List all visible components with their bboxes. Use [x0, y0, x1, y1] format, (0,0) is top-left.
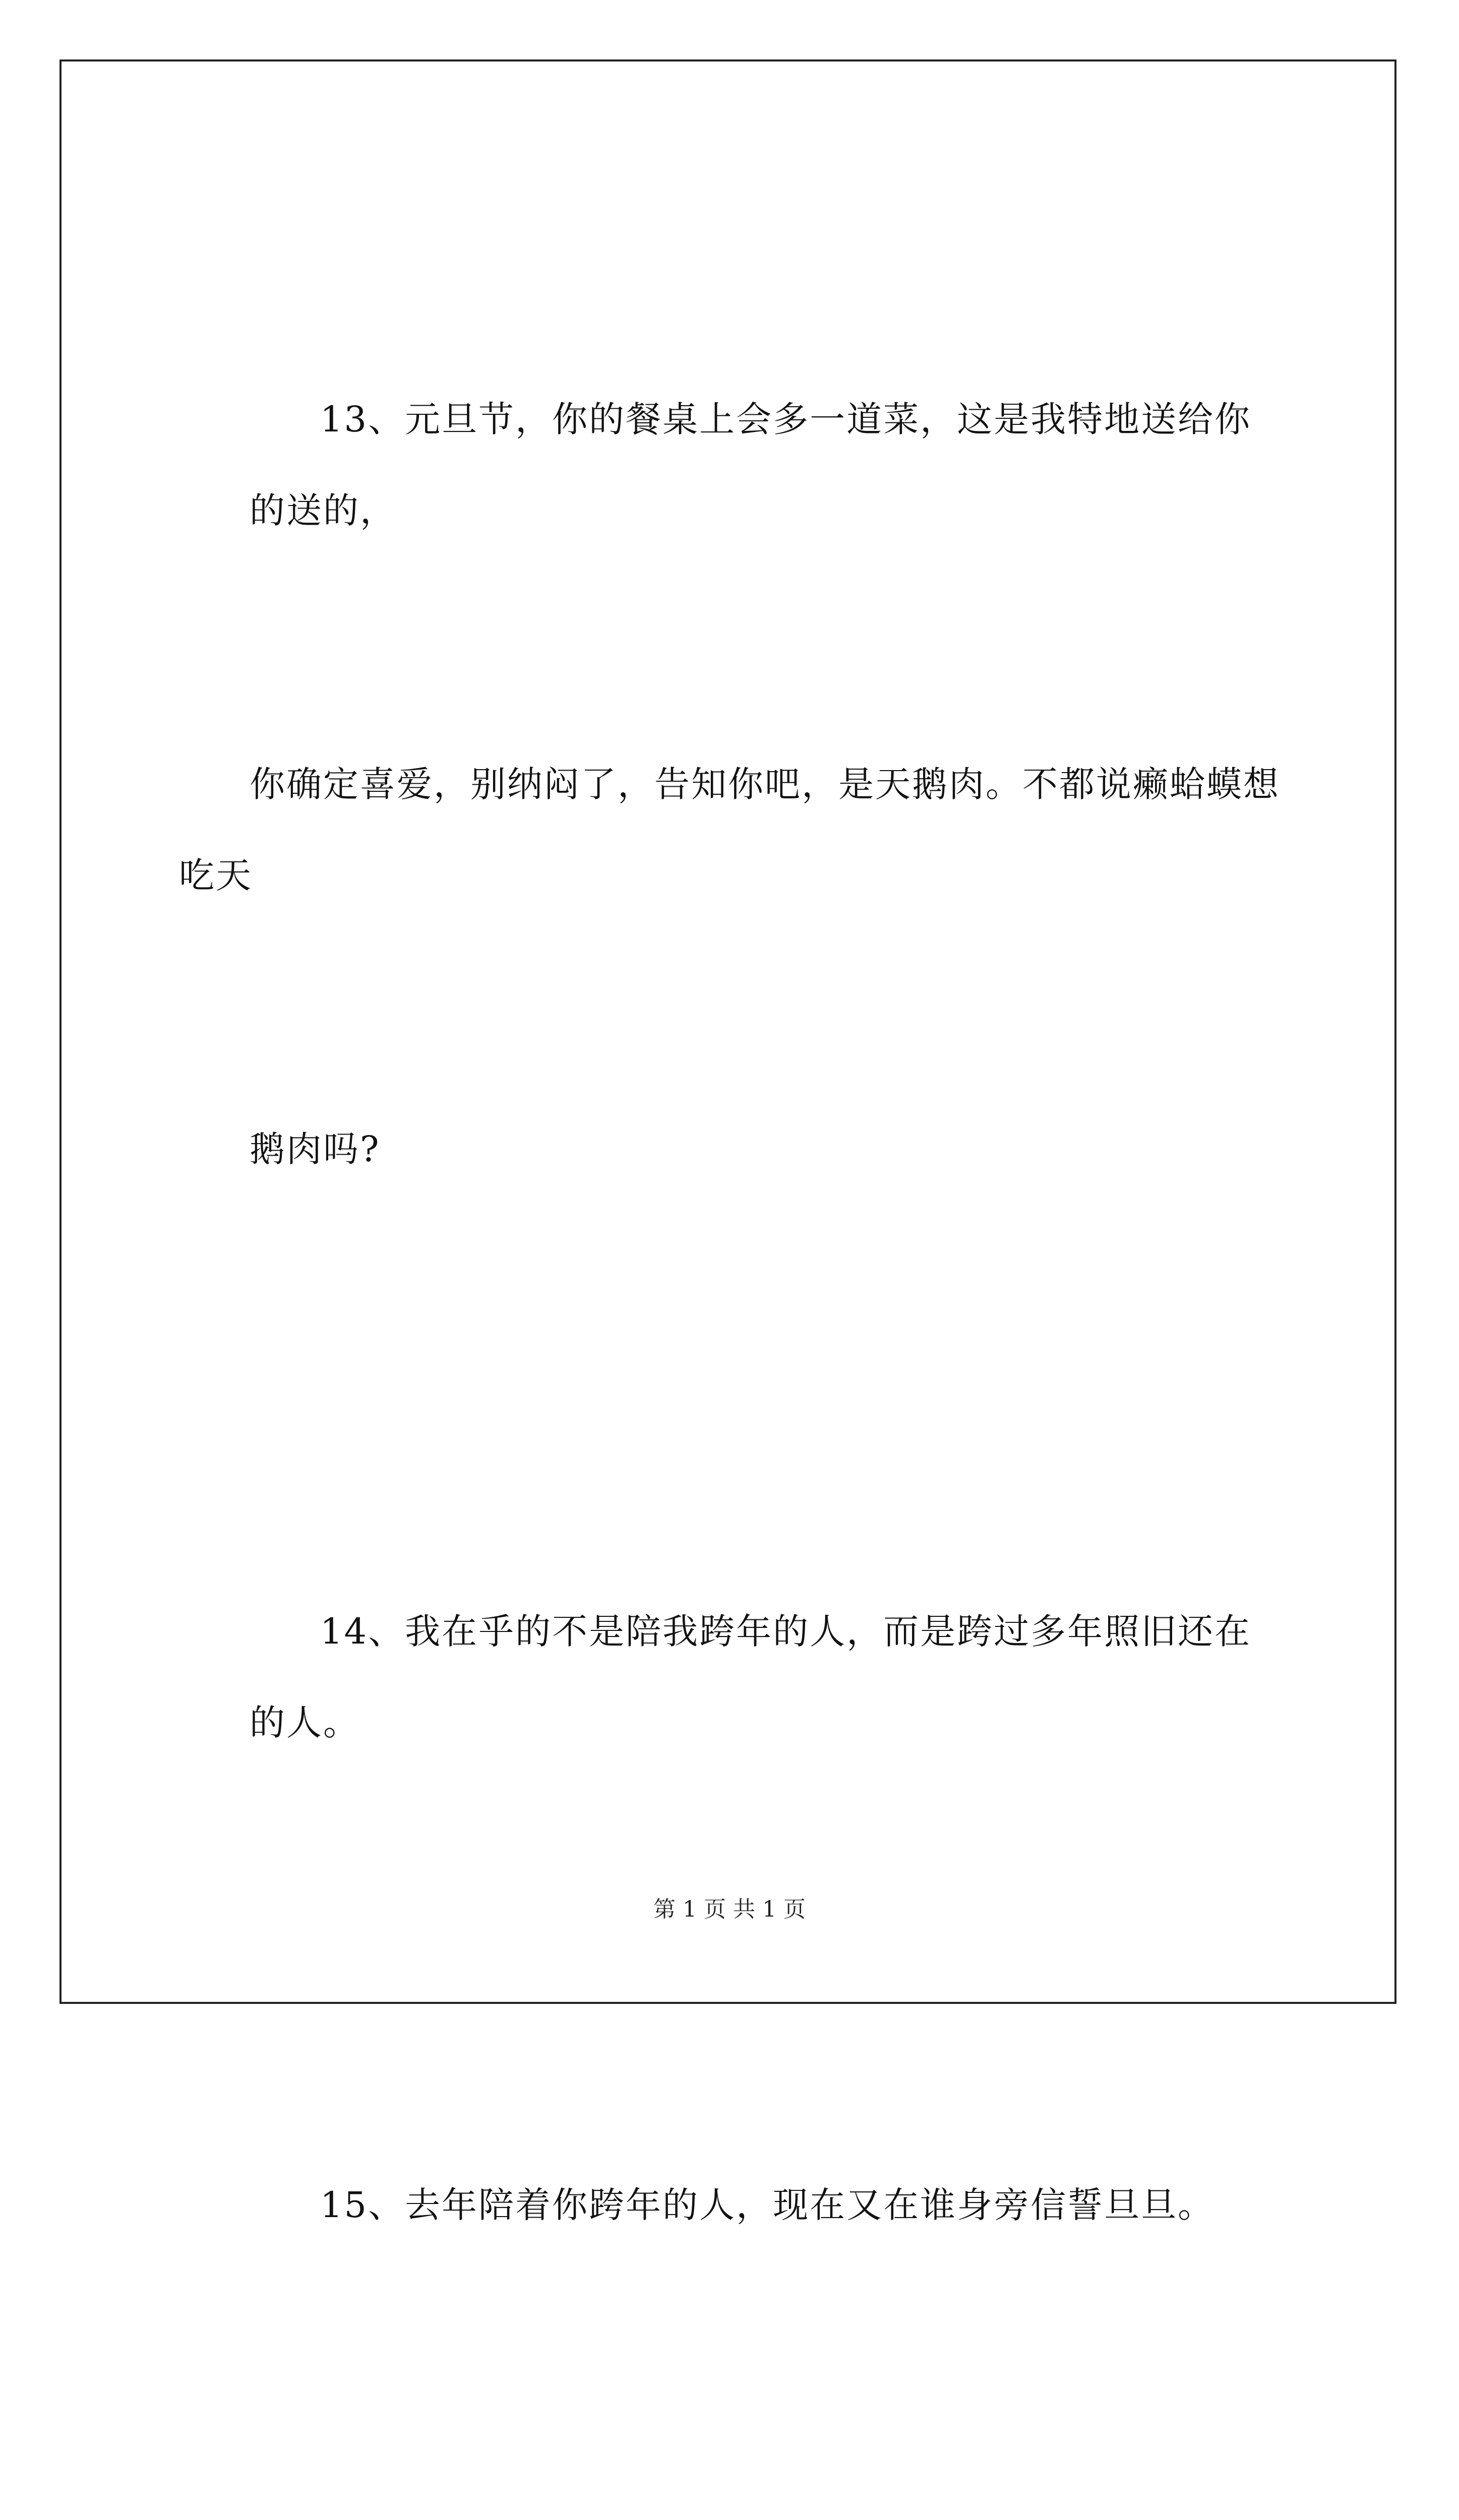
paragraph-16 — [179, 2460, 1288, 2520]
paragraph-14 — [179, 1404, 1288, 1951]
page-footer — [0, 1891, 1459, 1923]
text-line: 你确定喜爱，别纳闷了，告知你吧，是天鹅肉。不都说癞蛤蟆想吃天 — [179, 764, 1280, 896]
page-number-label: 第 1 页 共 1 页 — [653, 1897, 806, 1922]
paragraph-15 — [179, 1977, 1288, 2433]
paragraph-13 — [179, 192, 1288, 1377]
document-body — [179, 192, 1288, 2520]
text-line: 14、我在乎的不是陪我跨年的人，而是跨过多年照旧还在的人。 — [250, 1611, 1252, 1743]
text-line: 鹅肉吗? — [250, 1128, 381, 1170]
text-line: 15、去年陪着你跨年的人，现在又在谁身旁信誓旦旦。 — [320, 2184, 1215, 2226]
text-line: 13、元旦节，你的餐桌上会多一道菜，这是我特地送给你的送的， — [250, 399, 1252, 531]
